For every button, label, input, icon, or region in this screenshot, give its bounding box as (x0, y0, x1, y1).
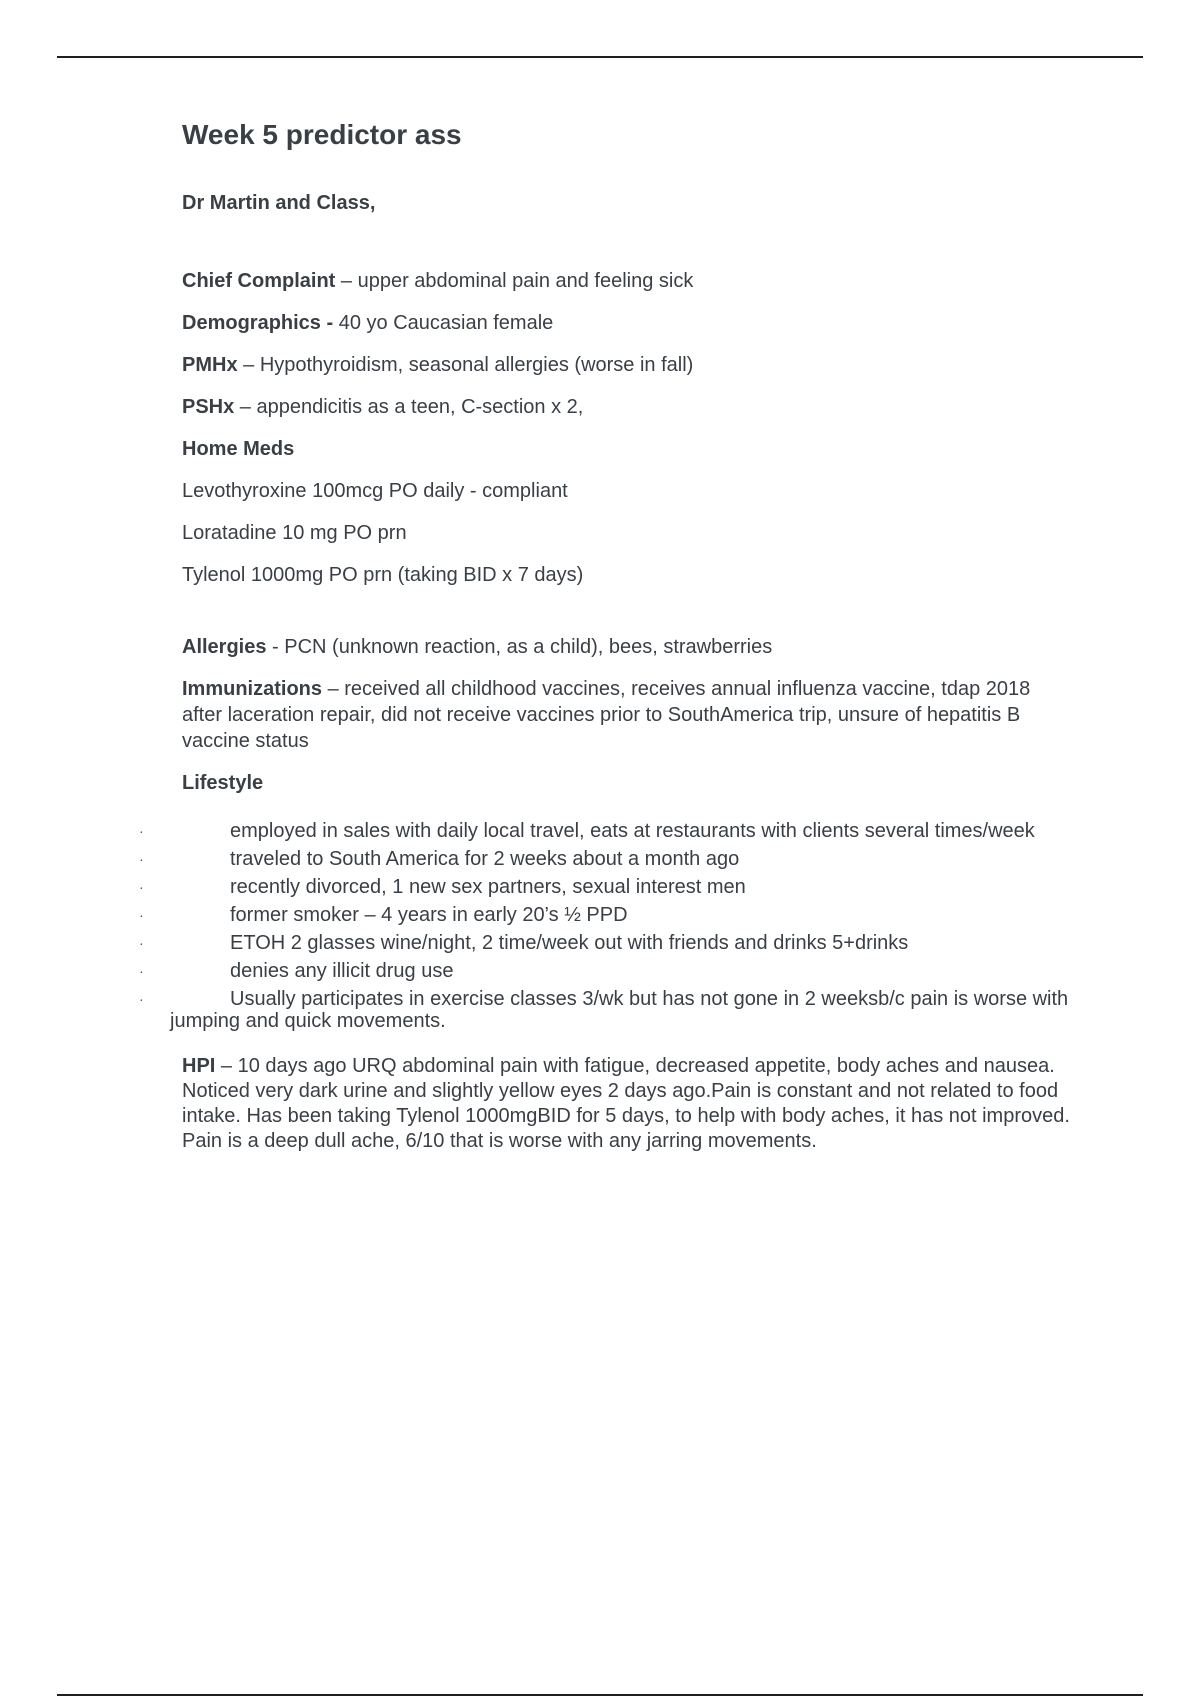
list-item (139, 848, 1098, 870)
bullet-icon: · (139, 879, 144, 895)
pshx-text: – appendicitis as a teen, C-section x 2, (234, 396, 584, 418)
lifestyle-list (139, 820, 1098, 1032)
list-item (139, 876, 1098, 898)
pshx (182, 394, 1072, 420)
hpi-text: – 10 days ago URQ abdominal pain with fatigue, decreased appetite, body aches and nausea. Noticed very dark urine and slightly yellow eyes 2 days ago.Pain is constant and not related to food intake. Has been taking Tylenol 1000mgBID for 5 days, to help with body aches, it has not improved. Pain is a deep dull ache, 6/10 that is worse with any jarring movements. (182, 1055, 1070, 1152)
pmhx (182, 352, 1072, 378)
chief-complaint-text: – upper abdominal pain and feeling sick (335, 270, 694, 292)
hpi (182, 1054, 1072, 1154)
hpi-label: HPI (182, 1055, 216, 1077)
list-item (139, 904, 1098, 926)
document-body (139, 108, 1072, 1154)
lifestyle-item-text: ETOH 2 glasses wine/night, 2 time/week out with friends and drinks 5+drinks (230, 932, 909, 954)
allergies (182, 634, 1072, 660)
bullet-icon: · (139, 823, 144, 839)
home-med-item: Levothyroxine 100mcg PO daily - compliant (182, 480, 568, 502)
home-meds-label: Home Meds (182, 438, 295, 460)
pshx-label: PSHx (182, 396, 235, 418)
lifestyle-item-text: employed in sales with daily local travel, eats at restaurants with clients several times/week (230, 820, 1035, 842)
lifestyle-item-text: Usually participates in exercise classes 3/wk but has not gone in 2 weeksb/c pain is worse with jumping and quick movements. (170, 988, 1069, 1032)
page-bottom-rule (57, 1694, 1143, 1696)
list-item (139, 988, 1098, 1032)
immunizations-text: – received all childhood vaccines, receives annual influenza vaccine, tdap 2018 after laceration repair, did not receive vaccines prior to SouthAmerica trip, unsure of hepatitis B vaccine status (182, 678, 1031, 752)
home-meds-heading (182, 436, 1072, 462)
lifestyle-label: Lifestyle (182, 772, 264, 794)
chief-complaint-label: Chief Complaint (182, 270, 336, 292)
demographics-text: 40 yo Caucasian female (333, 312, 554, 334)
lifestyle-item-text: recently divorced, 1 new sex partners, sexual interest men (230, 876, 746, 898)
list-item (139, 960, 1098, 982)
home-med-item: Tylenol 1000mg PO prn (taking BID x 7 days) (182, 564, 584, 586)
document-title: Week 5 predictor ass (182, 119, 462, 150)
pmhx-text: – Hypothyroidism, seasonal allergies (worse in fall) (237, 354, 694, 376)
page-top-rule (57, 56, 1143, 58)
demographics (182, 310, 1072, 336)
bullet-icon: · (139, 991, 144, 1007)
lifestyle-item-text: traveled to South America for 2 weeks about a month ago (230, 848, 740, 870)
lifestyle-heading (182, 770, 1072, 796)
list-item (139, 820, 1098, 842)
immunizations-label: Immunizations (182, 678, 323, 700)
allergies-label: Allergies (182, 636, 267, 658)
demographics-label: Demographics - (182, 312, 334, 334)
pmhx-label: PMHx (182, 354, 238, 376)
bullet-icon: · (139, 935, 144, 951)
bullet-icon: · (139, 963, 144, 979)
bullet-icon: · (139, 907, 144, 923)
lifestyle-item-text: former smoker – 4 years in early 20’s ½ PPD (230, 904, 628, 926)
bullet-icon: · (139, 851, 144, 867)
allergies-text: - PCN (unknown reaction, as a child), bees, strawberries (266, 636, 773, 658)
list-item (139, 932, 1098, 954)
immunizations (182, 676, 1072, 754)
home-med-item: Loratadine 10 mg PO prn (182, 522, 407, 544)
salutation: Dr Martin and Class, (182, 192, 376, 214)
chief-complaint (182, 268, 1072, 294)
lifestyle-item-text: denies any illicit drug use (230, 960, 454, 982)
